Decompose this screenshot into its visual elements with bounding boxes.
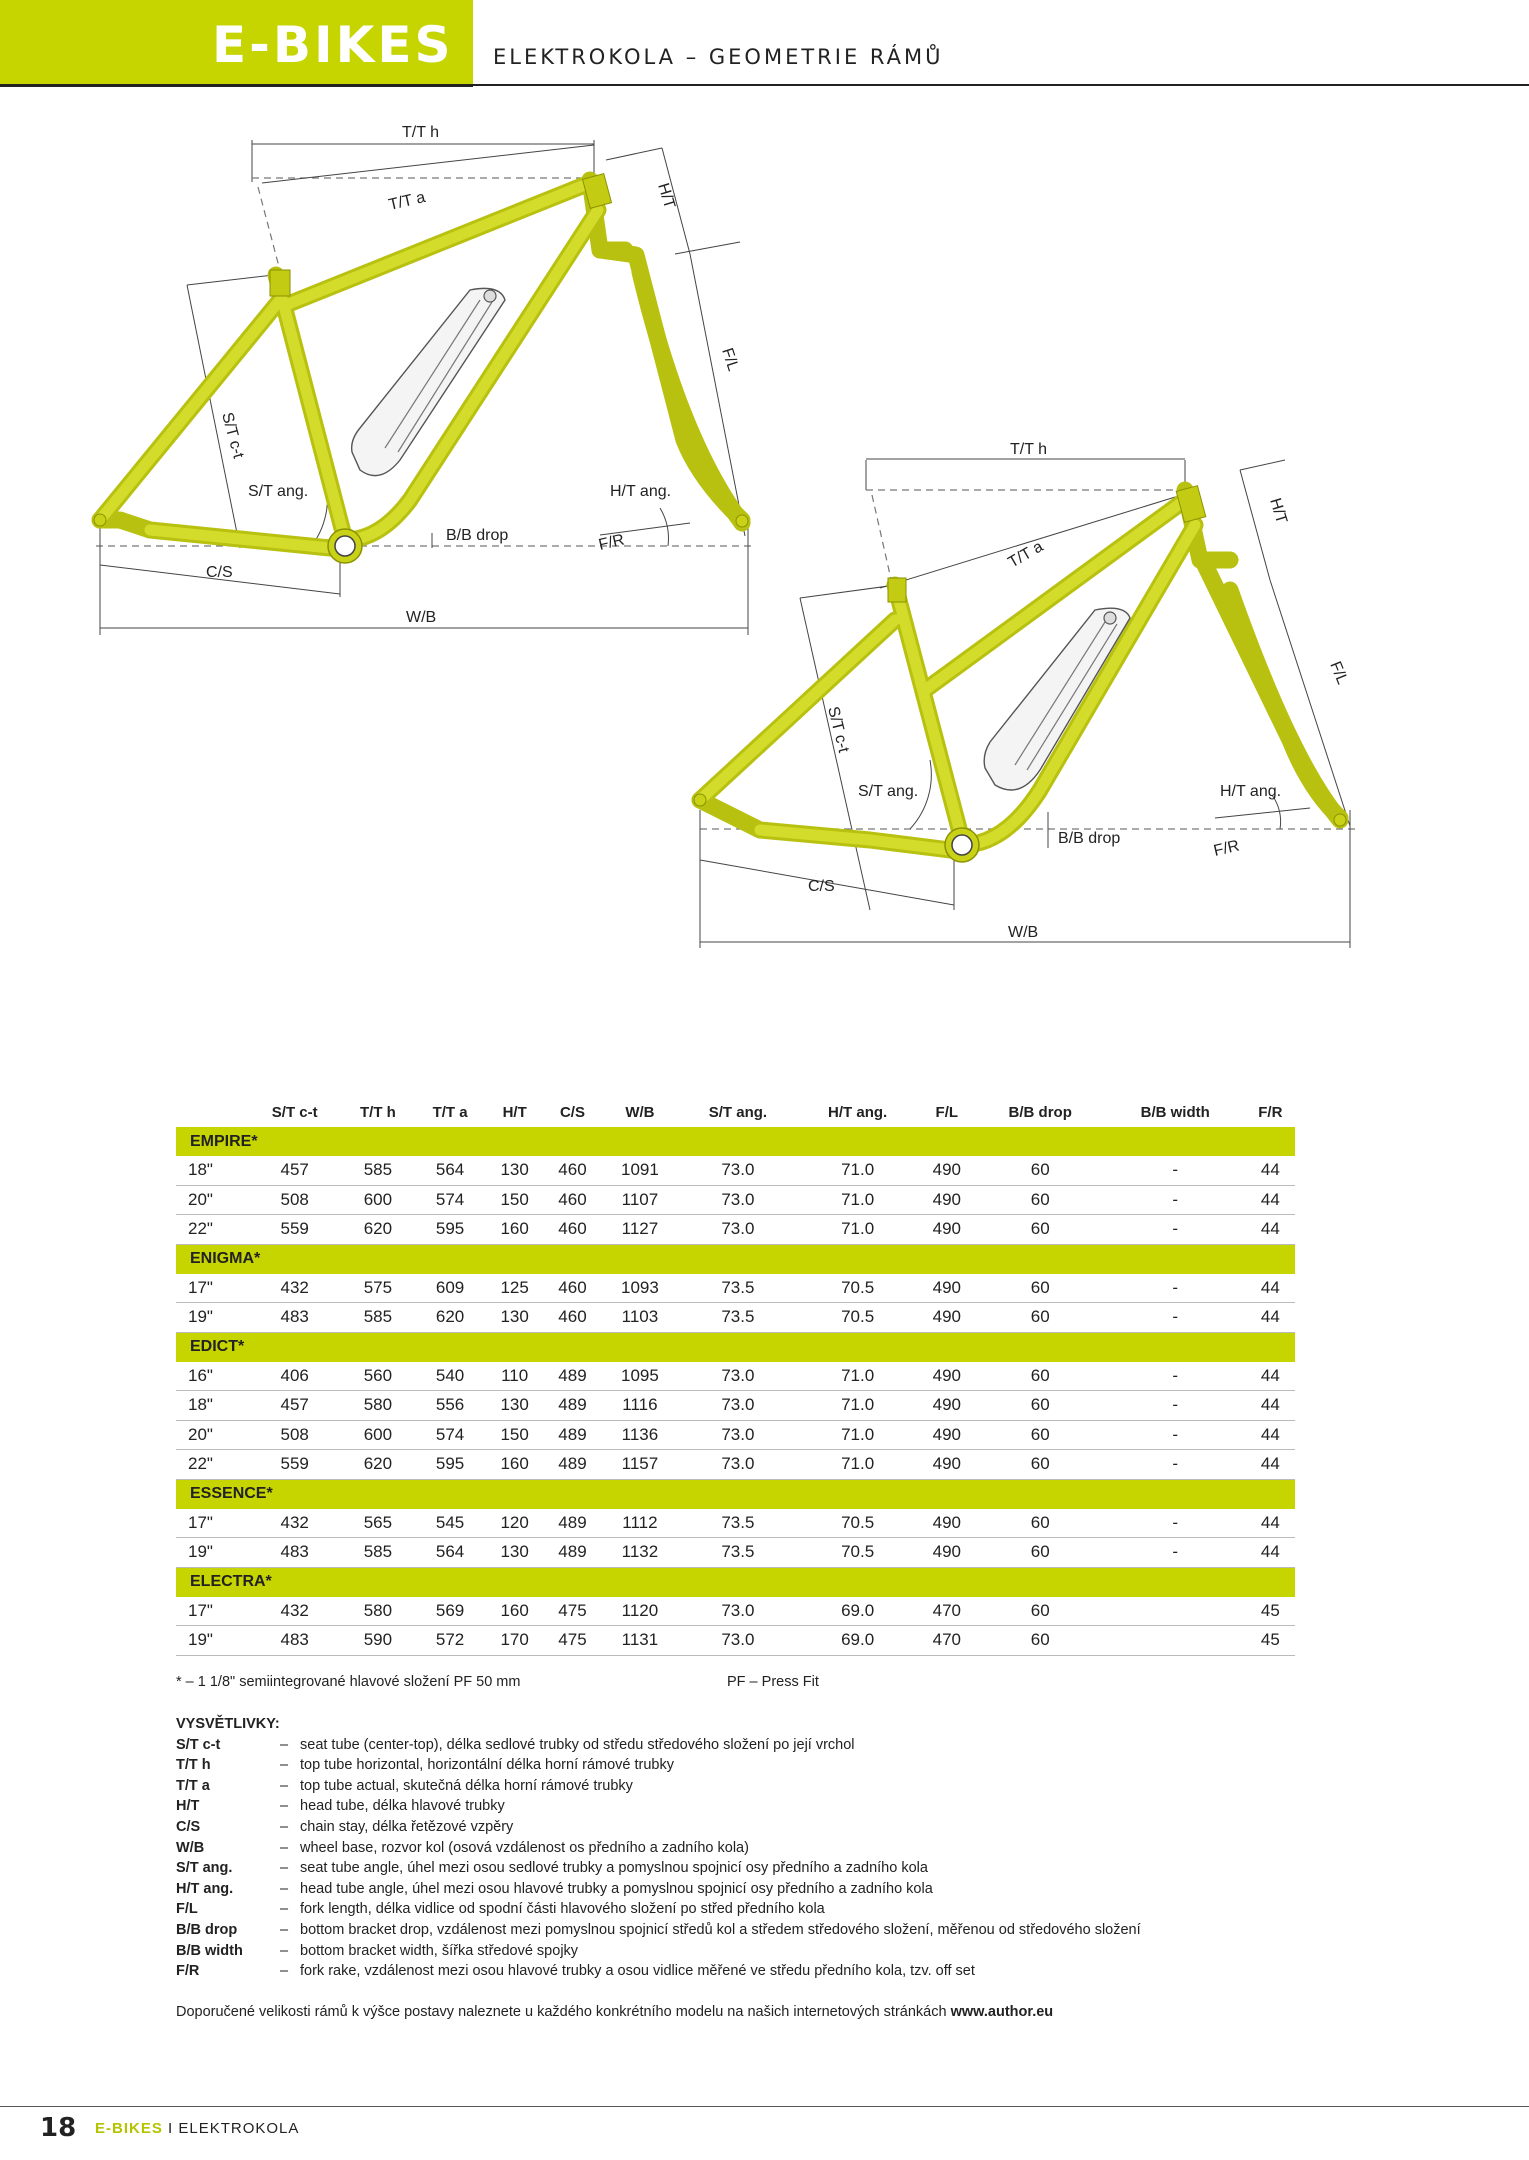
value-cell: 560	[341, 1362, 414, 1391]
value-cell: 130	[486, 1156, 544, 1185]
value-cell: 460	[544, 1303, 602, 1333]
value-cell: -	[1105, 1185, 1246, 1215]
col-header: F/L	[935, 1103, 959, 1121]
size-cell: 17"	[176, 1597, 248, 1626]
value-cell: 60	[976, 1274, 1105, 1303]
value-cell: 60	[976, 1215, 1105, 1245]
model-row	[176, 1127, 1295, 1156]
subsection-name: ELEKTROKOLA	[178, 2120, 300, 2137]
value-cell: 60	[976, 1391, 1105, 1421]
value-cell: 70.5	[797, 1303, 918, 1333]
value-cell: -	[1105, 1274, 1246, 1303]
label-bb-drop-2: B/B drop	[1058, 830, 1121, 847]
value-cell: 457	[248, 1156, 341, 1185]
model-name: EDICT*	[176, 1332, 1295, 1362]
legend-desc: seat tube (center-top), délka sedlové trubky od středu středového složení po její vrchol	[300, 1736, 855, 1753]
value-cell: 574	[414, 1420, 485, 1450]
model-name: ENIGMA*	[176, 1244, 1295, 1274]
value-cell: 406	[248, 1362, 341, 1391]
table-row	[176, 1450, 1295, 1480]
legend-dash: –	[280, 1860, 289, 1877]
value-cell: 44	[1246, 1185, 1295, 1215]
value-cell: 150	[486, 1185, 544, 1215]
value-cell: 585	[341, 1156, 414, 1185]
legend-title: VYSVĚTLIVKY:	[176, 1716, 280, 1732]
value-cell: 490	[918, 1420, 976, 1450]
value-cell: 60	[976, 1156, 1105, 1185]
value-cell: 475	[544, 1626, 602, 1656]
value-cell: 489	[544, 1450, 602, 1480]
legend-key: T/T a	[176, 1777, 210, 1794]
table-row	[176, 1185, 1295, 1215]
label-ht: H/T	[654, 181, 678, 211]
value-cell: 73.0	[678, 1362, 797, 1391]
label-wb-2: W/B	[1008, 924, 1039, 941]
value-cell: -	[1105, 1509, 1246, 1538]
col-header: T/T h	[359, 1103, 396, 1121]
value-cell	[1105, 1597, 1246, 1626]
legend-item	[176, 1899, 1141, 1920]
size-cell: 17"	[176, 1509, 248, 1538]
legend-item	[176, 1858, 1141, 1879]
value-cell: 564	[414, 1156, 485, 1185]
page-number: 18	[40, 2113, 77, 2143]
legend-desc: bottom bracket width, šířka středové spojky	[300, 1942, 579, 1959]
value-cell: 44	[1246, 1391, 1295, 1421]
value-cell: 60	[976, 1362, 1105, 1391]
value-cell: 44	[1246, 1303, 1295, 1333]
page-section	[95, 2120, 299, 2137]
value-cell: 70.5	[797, 1509, 918, 1538]
value-cell: 44	[1246, 1215, 1295, 1245]
value-cell: 71.0	[797, 1185, 918, 1215]
value-cell: 490	[918, 1274, 976, 1303]
value-cell: 580	[341, 1391, 414, 1421]
geometry-table-body	[176, 1127, 1295, 1655]
legend-desc: fork rake, vzdálenost mezi osou hlavové trubky a osou vidlice měřené ve středu předního kola, tzv. off set	[300, 1963, 975, 1980]
value-cell: 170	[486, 1626, 544, 1656]
value-cell: 490	[918, 1450, 976, 1480]
value-cell: 130	[486, 1303, 544, 1333]
value-cell: 508	[248, 1420, 341, 1450]
value-cell: 585	[341, 1538, 414, 1568]
value-cell: 490	[918, 1509, 976, 1538]
value-cell: -	[1105, 1538, 1246, 1568]
value-cell: 45	[1246, 1626, 1295, 1656]
model-row	[176, 1567, 1295, 1597]
value-cell: 490	[918, 1538, 976, 1568]
value-cell: 490	[918, 1362, 976, 1391]
frame-geometry-diagram	[0, 0, 1529, 1000]
legend-item	[176, 1879, 1141, 1900]
value-cell: 457	[248, 1391, 341, 1421]
legend-dash: –	[280, 1839, 289, 1856]
size-cell: 22"	[176, 1450, 248, 1480]
value-cell: 572	[414, 1626, 485, 1656]
legend-dash: –	[280, 1736, 289, 1753]
value-cell: 73.0	[678, 1450, 797, 1480]
pf-note: PF – Press Fit	[727, 1674, 819, 1690]
frame-diagram-2	[694, 441, 1360, 948]
legend-item	[176, 1941, 1141, 1962]
value-cell: 73.0	[678, 1185, 797, 1215]
value-cell: 490	[918, 1215, 976, 1245]
value-cell: 73.5	[678, 1538, 797, 1568]
label-tt-a: T/T a	[387, 188, 427, 214]
footer-link[interactable]: www.author.eu	[950, 2004, 1054, 2020]
size-cell: 17"	[176, 1274, 248, 1303]
label-ht-2: H/T	[1266, 496, 1290, 526]
label-fr: F/R	[597, 531, 627, 554]
value-cell: 1131	[601, 1626, 678, 1656]
size-cell: 20"	[176, 1185, 248, 1215]
value-cell: 489	[544, 1362, 602, 1391]
label-tt-a-2: T/T a	[1005, 538, 1047, 572]
value-cell: -	[1105, 1362, 1246, 1391]
value-cell: 125	[486, 1274, 544, 1303]
label-st-ct: S/T c-t	[218, 410, 247, 461]
value-cell: 73.5	[678, 1274, 797, 1303]
value-cell: 160	[486, 1450, 544, 1480]
value-cell: 73.0	[678, 1215, 797, 1245]
col-header: F/R	[1258, 1103, 1283, 1121]
value-cell: 60	[976, 1450, 1105, 1480]
value-cell: 490	[918, 1303, 976, 1333]
model-row	[176, 1479, 1295, 1509]
col-header: B/B width	[1140, 1103, 1210, 1121]
value-cell: 160	[486, 1597, 544, 1626]
value-cell: 70.5	[797, 1538, 918, 1568]
legend-item	[176, 1776, 1141, 1797]
label-st-ct-2: S/T c-t	[824, 704, 852, 755]
value-cell: 150	[486, 1420, 544, 1450]
col-header: S/T ang.	[708, 1103, 768, 1121]
legend-desc: fork length, délka vidlice od spodní části hlavového složení po střed předního kola	[300, 1901, 825, 1918]
value-cell: 590	[341, 1626, 414, 1656]
label-bb-drop: B/B drop	[446, 527, 509, 544]
value-cell: 620	[341, 1450, 414, 1480]
legend-key: H/T ang.	[176, 1880, 234, 1897]
legend-dash: –	[280, 1942, 289, 1959]
value-cell: 1095	[601, 1362, 678, 1391]
value-cell: 460	[544, 1185, 602, 1215]
size-cell: 19"	[176, 1303, 248, 1333]
value-cell: 545	[414, 1509, 485, 1538]
value-cell: 73.0	[678, 1391, 797, 1421]
value-cell: 1112	[601, 1509, 678, 1538]
legend-desc: seat tube angle, úhel mezi osou sedlové trubky a pomyslnou spojnicí osy předního a zadního kola	[300, 1860, 928, 1877]
value-cell: 595	[414, 1215, 485, 1245]
size-cell: 19"	[176, 1538, 248, 1568]
value-cell: 60	[976, 1303, 1105, 1333]
value-cell: -	[1105, 1303, 1246, 1333]
label-st-ang-2: S/T ang.	[858, 783, 919, 800]
value-cell: 489	[544, 1391, 602, 1421]
legend-key: H/T	[176, 1798, 200, 1815]
legend-dash: –	[280, 1921, 289, 1938]
model-row	[176, 1332, 1295, 1362]
value-cell: 44	[1246, 1362, 1295, 1391]
model-name: ESSENCE*	[176, 1479, 1295, 1509]
value-cell: 483	[248, 1626, 341, 1656]
footer-rule	[0, 2106, 1529, 2107]
value-cell: 71.0	[797, 1420, 918, 1450]
value-cell: 71.0	[797, 1450, 918, 1480]
legend-dash: –	[280, 1963, 289, 1980]
value-cell: -	[1105, 1156, 1246, 1185]
legend-desc: head tube angle, úhel mezi osou hlavové trubky a pomyslnou spojnicí osy předního a zadního kola	[300, 1880, 933, 1897]
legend-items	[176, 1735, 1141, 1982]
legend-desc: chain stay, délka řetězové vzpěry	[300, 1818, 514, 1835]
legend-dash: –	[280, 1880, 289, 1897]
legend-dash: –	[280, 1777, 289, 1794]
value-cell: -	[1105, 1420, 1246, 1450]
page-subtitle: ELEKTROKOLA – GEOMETRIE RÁMŮ	[493, 45, 944, 69]
legend-key: F/R	[176, 1963, 200, 1980]
value-cell: 490	[918, 1185, 976, 1215]
value-cell: 70.5	[797, 1274, 918, 1303]
label-tt-h-2: T/T h	[1010, 441, 1048, 458]
value-cell: 574	[414, 1185, 485, 1215]
size-cell: 20"	[176, 1420, 248, 1450]
value-cell: 1091	[601, 1156, 678, 1185]
value-cell: 60	[976, 1420, 1105, 1450]
section-name: E-BIKES	[95, 2120, 163, 2137]
value-cell: 1127	[601, 1215, 678, 1245]
legend-item	[176, 1796, 1141, 1817]
value-cell: 620	[414, 1303, 485, 1333]
table-row	[176, 1215, 1295, 1245]
legend-key: S/T ang.	[176, 1860, 233, 1877]
value-cell: 73.0	[678, 1626, 797, 1656]
value-cell: 432	[248, 1597, 341, 1626]
value-cell: 1116	[601, 1391, 678, 1421]
col-header: S/T c-t	[271, 1103, 318, 1121]
value-cell: 130	[486, 1391, 544, 1421]
value-cell: 71.0	[797, 1391, 918, 1421]
legend-key: W/B	[176, 1839, 205, 1856]
value-cell: 69.0	[797, 1597, 918, 1626]
value-cell: 489	[544, 1509, 602, 1538]
size-cell: 22"	[176, 1215, 248, 1245]
value-cell: 600	[341, 1420, 414, 1450]
table-row	[176, 1274, 1295, 1303]
value-cell: 580	[341, 1597, 414, 1626]
value-cell: 559	[248, 1215, 341, 1245]
legend-desc: head tube, délka hlavové trubky	[300, 1798, 505, 1815]
legend-item	[176, 1961, 1141, 1982]
value-cell: 130	[486, 1538, 544, 1568]
model-row	[176, 1244, 1295, 1274]
label-wb: W/B	[406, 609, 437, 626]
page-title: E-BIKES	[212, 16, 454, 74]
legend-desc: wheel base, rozvor kol (osová vzdálenost os předního a zadního kola)	[300, 1839, 749, 1856]
value-cell: 60	[976, 1626, 1105, 1656]
value-cell: 1136	[601, 1420, 678, 1450]
value-cell: 44	[1246, 1274, 1295, 1303]
value-cell: 565	[341, 1509, 414, 1538]
value-cell: 73.0	[678, 1597, 797, 1626]
legend-desc: bottom bracket drop, vzdálenost mezi pomyslnou spojnicí středů kol a středem středového složení, měřenou od středového složení	[300, 1921, 1141, 1938]
label-cs-2: C/S	[808, 878, 835, 895]
table-row	[176, 1303, 1295, 1333]
legend-dash: –	[280, 1818, 289, 1835]
col-header: T/T a	[432, 1103, 468, 1121]
footer-note	[176, 2004, 1053, 2020]
col-header: H/T ang.	[828, 1103, 888, 1121]
col-header: B/B drop	[1008, 1103, 1072, 1121]
geometry-table	[176, 1097, 1295, 1656]
value-cell: 600	[341, 1185, 414, 1215]
value-cell: 432	[248, 1509, 341, 1538]
value-cell: 489	[544, 1538, 602, 1568]
value-cell: 1103	[601, 1303, 678, 1333]
legend-key: S/T c-t	[176, 1736, 221, 1753]
value-cell: -	[1105, 1391, 1246, 1421]
table-row	[176, 1362, 1295, 1391]
table-row	[176, 1509, 1295, 1538]
value-cell: 60	[976, 1185, 1105, 1215]
size-cell: 18"	[176, 1156, 248, 1185]
value-cell: 71.0	[797, 1156, 918, 1185]
value-cell: 71.0	[797, 1215, 918, 1245]
value-cell: 585	[341, 1303, 414, 1333]
legend-key: B/B drop	[176, 1921, 238, 1938]
value-cell: 460	[544, 1274, 602, 1303]
value-cell: 1132	[601, 1538, 678, 1568]
value-cell: 71.0	[797, 1362, 918, 1391]
legend-desc: top tube horizontal, horizontální délka horní rámové trubky	[300, 1757, 674, 1774]
value-cell: 1157	[601, 1450, 678, 1480]
value-cell: 110	[486, 1362, 544, 1391]
value-cell: 73.5	[678, 1303, 797, 1333]
value-cell: 620	[341, 1215, 414, 1245]
value-cell: 460	[544, 1156, 602, 1185]
value-cell: 595	[414, 1450, 485, 1480]
value-cell: 44	[1246, 1420, 1295, 1450]
value-cell: 44	[1246, 1156, 1295, 1185]
table-row	[176, 1538, 1295, 1568]
asterisk-note: * – 1 1/8" semiintegrované hlavové složení PF 50 mm	[176, 1674, 521, 1690]
legend-item	[176, 1920, 1141, 1941]
value-cell: 489	[544, 1420, 602, 1450]
table-row	[176, 1626, 1295, 1656]
value-cell: 44	[1246, 1450, 1295, 1480]
label-ht-ang: H/T ang.	[610, 483, 672, 500]
legend-dash: –	[280, 1901, 289, 1918]
col-header	[176, 1097, 248, 1127]
value-cell: 120	[486, 1509, 544, 1538]
value-cell: 483	[248, 1538, 341, 1568]
value-cell: 564	[414, 1538, 485, 1568]
size-cell: 19"	[176, 1626, 248, 1656]
legend-key: F/L	[176, 1901, 198, 1918]
value-cell: 60	[976, 1538, 1105, 1568]
value-cell: 69.0	[797, 1626, 918, 1656]
value-cell: 45	[1246, 1597, 1295, 1626]
value-cell: 540	[414, 1362, 485, 1391]
model-name: ELECTRA*	[176, 1567, 1295, 1597]
model-name: EMPIRE*	[176, 1127, 1295, 1156]
frame-diagram-1	[94, 124, 753, 635]
value-cell: 160	[486, 1215, 544, 1245]
label-fl: F/L	[718, 345, 742, 374]
col-header: H/T	[502, 1103, 527, 1121]
legend-key: T/T h	[176, 1757, 211, 1774]
value-cell: 1120	[601, 1597, 678, 1626]
value-cell: 73.5	[678, 1509, 797, 1538]
value-cell: 490	[918, 1391, 976, 1421]
legend-dash: –	[280, 1798, 289, 1815]
value-cell: 508	[248, 1185, 341, 1215]
value-cell: 60	[976, 1509, 1105, 1538]
value-cell: 483	[248, 1303, 341, 1333]
value-cell: 44	[1246, 1509, 1295, 1538]
value-cell: 556	[414, 1391, 485, 1421]
legend-dash: –	[280, 1757, 289, 1774]
value-cell: 609	[414, 1274, 485, 1303]
value-cell: 73.0	[678, 1420, 797, 1450]
legend	[176, 1714, 1141, 1982]
value-cell	[1105, 1626, 1246, 1656]
col-header: C/S	[559, 1103, 585, 1121]
value-cell: -	[1105, 1450, 1246, 1480]
label-cs: C/S	[206, 564, 233, 581]
value-cell: 432	[248, 1274, 341, 1303]
legend-key: B/B width	[176, 1942, 243, 1959]
size-cell: 16"	[176, 1362, 248, 1391]
value-cell: 44	[1246, 1538, 1295, 1568]
label-tt-h: T/T h	[402, 124, 440, 141]
legend-item	[176, 1817, 1141, 1838]
value-cell: 470	[918, 1597, 976, 1626]
label-fl-2: F/L	[1326, 659, 1351, 687]
value-cell: 460	[544, 1215, 602, 1245]
value-cell: 575	[341, 1274, 414, 1303]
value-cell: 559	[248, 1450, 341, 1480]
legend-item	[176, 1755, 1141, 1776]
value-cell: 490	[918, 1156, 976, 1185]
size-cell: 18"	[176, 1391, 248, 1421]
table-header-row	[176, 1097, 1295, 1127]
value-cell: 475	[544, 1597, 602, 1626]
table-row	[176, 1156, 1295, 1185]
value-cell: -	[1105, 1215, 1246, 1245]
legend-item	[176, 1735, 1141, 1756]
table-row	[176, 1391, 1295, 1421]
label-fr-2: F/R	[1212, 837, 1242, 860]
value-cell: 569	[414, 1597, 485, 1626]
legend-desc: top tube actual, skutečná délka horní rámové trubky	[300, 1777, 633, 1794]
value-cell: 60	[976, 1597, 1105, 1626]
table-row	[176, 1420, 1295, 1450]
legend-item	[176, 1838, 1141, 1859]
value-cell: 1107	[601, 1185, 678, 1215]
table-row	[176, 1597, 1295, 1626]
legend-key: C/S	[176, 1818, 201, 1835]
value-cell: 470	[918, 1626, 976, 1656]
label-ht-ang-2: H/T ang.	[1220, 783, 1282, 800]
label-st-ang: S/T ang.	[248, 483, 309, 500]
footer-text: Doporučené velikosti rámů k výšce postavy naleznete u každého konkrétního modelu na našich internetových stránkách	[176, 2004, 947, 2020]
value-cell: 1093	[601, 1274, 678, 1303]
col-header: W/B	[625, 1103, 655, 1121]
section-separator: I	[168, 2120, 174, 2137]
value-cell: 73.0	[678, 1156, 797, 1185]
